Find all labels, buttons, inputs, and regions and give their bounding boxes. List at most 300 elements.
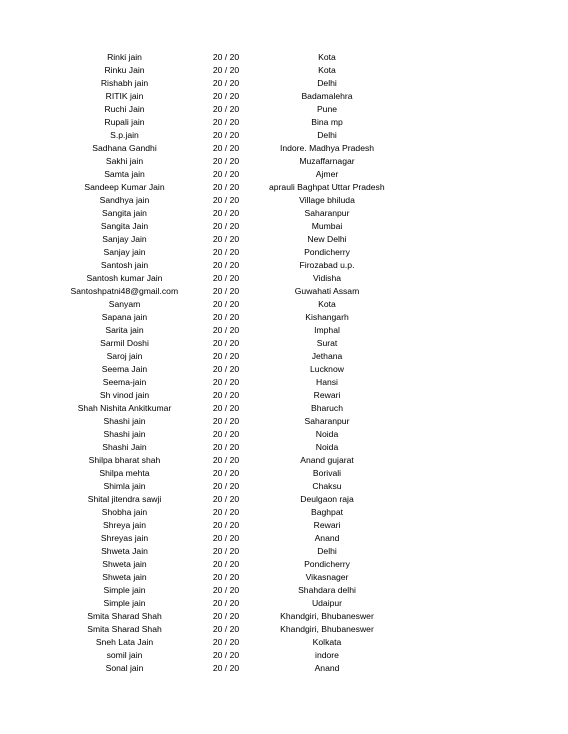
results-sheet xyxy=(0,51,568,675)
table-row xyxy=(0,571,568,584)
participant-name-cell-text: Shah Nishita Ankitkumar xyxy=(77,403,172,413)
city-cell xyxy=(275,389,379,402)
participant-name-cell xyxy=(74,90,175,103)
participant-name-cell xyxy=(74,467,175,480)
participant-name-cell xyxy=(74,610,175,623)
city-cell-text: Firozabad u.p. xyxy=(299,260,355,270)
table-row xyxy=(0,246,568,259)
score-cell xyxy=(196,116,256,129)
participant-name-cell-text: Ruchi Jain xyxy=(104,104,145,114)
participant-name-cell xyxy=(74,493,175,506)
table-row xyxy=(0,558,568,571)
score-cell-text: 20 / 20 xyxy=(212,78,240,88)
score-cell xyxy=(196,168,256,181)
participant-name-cell-text: Shobha jain xyxy=(101,507,148,517)
table-row xyxy=(0,649,568,662)
city-cell xyxy=(275,298,379,311)
table-row xyxy=(0,584,568,597)
table-row xyxy=(0,480,568,493)
score-cell xyxy=(196,506,256,519)
score-cell-text: 20 / 20 xyxy=(212,247,240,257)
participant-name-cell-text: Shashi jain xyxy=(103,416,146,426)
city-cell-text: Saharanpur xyxy=(304,416,350,426)
score-cell xyxy=(196,545,256,558)
participant-name-cell-text: Sadhana Gandhi xyxy=(92,143,157,153)
participant-name-cell-text: Seema-jain xyxy=(102,377,147,387)
table-row xyxy=(0,220,568,233)
participant-name-cell-text: Sandeep Kumar Jain xyxy=(84,182,165,192)
city-cell-text: Saharanpur xyxy=(304,208,350,218)
participant-name-cell xyxy=(74,363,175,376)
participant-name-cell-text: Shilpa mehta xyxy=(99,468,150,478)
participant-name-cell-text: Sandhya jain xyxy=(99,195,150,205)
participant-name-cell xyxy=(74,649,175,662)
table-row xyxy=(0,506,568,519)
participant-name-cell xyxy=(74,51,175,64)
participant-name-cell-text: Sanjay Jain xyxy=(102,234,147,244)
city-cell xyxy=(275,571,379,584)
table-row xyxy=(0,168,568,181)
score-cell xyxy=(196,584,256,597)
score-cell xyxy=(196,285,256,298)
participant-name-cell xyxy=(74,233,175,246)
score-cell-text: 20 / 20 xyxy=(212,468,240,478)
table-row xyxy=(0,428,568,441)
city-cell-text: Vikasnager xyxy=(305,572,349,582)
city-cell-text: Delhi xyxy=(317,546,337,556)
participant-name-cell-text: RITIK jain xyxy=(105,91,144,101)
city-cell xyxy=(275,597,379,610)
city-cell-text: Delhi xyxy=(317,130,337,140)
city-cell xyxy=(275,649,379,662)
city-cell-text: aprauli Baghpat Uttar Pradesh xyxy=(269,182,385,192)
score-cell-text: 20 / 20 xyxy=(212,572,240,582)
participant-name-cell-text: Saroj jain xyxy=(106,351,143,361)
participant-name-cell-text: Sangita jain xyxy=(102,208,147,218)
score-cell xyxy=(196,558,256,571)
city-cell-text: Kolkata xyxy=(312,637,342,647)
score-cell-text: 20 / 20 xyxy=(212,429,240,439)
participant-name-cell xyxy=(74,259,175,272)
table-row xyxy=(0,532,568,545)
score-cell-text: 20 / 20 xyxy=(212,585,240,595)
participant-name-cell xyxy=(74,350,175,363)
score-cell xyxy=(196,324,256,337)
score-cell-text: 20 / 20 xyxy=(212,663,240,673)
table-row xyxy=(0,194,568,207)
score-cell-text: 20 / 20 xyxy=(212,182,240,192)
score-cell xyxy=(196,220,256,233)
participant-name-cell-text: somil jain xyxy=(106,650,143,660)
city-cell xyxy=(275,519,379,532)
city-cell-text: New Delhi xyxy=(307,234,347,244)
table-row xyxy=(0,233,568,246)
participant-name-cell xyxy=(74,298,175,311)
score-cell-text: 20 / 20 xyxy=(212,364,240,374)
participant-name-cell xyxy=(74,532,175,545)
city-cell xyxy=(275,155,379,168)
table-row xyxy=(0,519,568,532)
participant-name-cell-text: Shweta Jain xyxy=(101,546,148,556)
score-cell xyxy=(196,441,256,454)
participant-name-cell-text: Shilpa bharat shah xyxy=(88,455,161,465)
table-row xyxy=(0,64,568,77)
participant-name-cell-text: Shital jitendra sawji xyxy=(87,494,162,504)
score-cell-text: 20 / 20 xyxy=(212,416,240,426)
city-cell-text: Hansi xyxy=(316,377,338,387)
participant-name-cell-text: Shimla jain xyxy=(103,481,146,491)
score-cell xyxy=(196,64,256,77)
participant-name-cell xyxy=(74,246,175,259)
score-cell-text: 20 / 20 xyxy=(212,286,240,296)
score-cell-text: 20 / 20 xyxy=(212,481,240,491)
city-cell-text: Bharuch xyxy=(310,403,343,413)
city-cell xyxy=(275,285,379,298)
city-cell-text: Muzaffarnagar xyxy=(299,156,355,166)
city-cell-text: Khandgiri, Bhubaneswer xyxy=(280,624,374,634)
participant-name-cell-text: S.p.jain xyxy=(110,130,139,140)
participant-name-cell-text: Simple jain xyxy=(103,585,146,595)
score-cell xyxy=(196,571,256,584)
city-cell xyxy=(275,467,379,480)
score-cell-text: 20 / 20 xyxy=(212,533,240,543)
participant-name-cell xyxy=(74,597,175,610)
table-row xyxy=(0,350,568,363)
city-cell-text: Village bhiluda xyxy=(299,195,355,205)
participant-name-cell xyxy=(74,272,175,285)
score-cell-text: 20 / 20 xyxy=(212,624,240,634)
score-cell xyxy=(196,493,256,506)
score-cell xyxy=(196,194,256,207)
score-cell xyxy=(196,649,256,662)
city-cell xyxy=(275,168,379,181)
participant-name-cell-text: Shreya jain xyxy=(103,520,146,530)
score-cell xyxy=(196,597,256,610)
city-cell-text: Rewari xyxy=(313,520,341,530)
score-cell-text: 20 / 20 xyxy=(212,637,240,647)
table-row xyxy=(0,363,568,376)
score-cell xyxy=(196,350,256,363)
score-cell-text: 20 / 20 xyxy=(212,143,240,153)
score-cell xyxy=(196,532,256,545)
participant-name-cell xyxy=(74,558,175,571)
score-cell xyxy=(196,181,256,194)
city-cell xyxy=(275,454,379,467)
score-cell-text: 20 / 20 xyxy=(212,351,240,361)
score-cell-text: 20 / 20 xyxy=(212,338,240,348)
table-row xyxy=(0,324,568,337)
city-cell-text: Shahdara delhi xyxy=(298,585,356,595)
score-cell-text: 20 / 20 xyxy=(212,234,240,244)
city-cell xyxy=(275,441,379,454)
table-row xyxy=(0,441,568,454)
city-cell xyxy=(275,337,379,350)
city-cell xyxy=(275,64,379,77)
city-cell xyxy=(275,220,379,233)
participant-name-cell xyxy=(74,103,175,116)
table-row xyxy=(0,337,568,350)
participant-name-cell xyxy=(74,454,175,467)
city-cell-text: Surat xyxy=(316,338,338,348)
city-cell-text: Borivali xyxy=(312,468,342,478)
score-cell-text: 20 / 20 xyxy=(212,390,240,400)
table-row xyxy=(0,545,568,558)
city-cell-text: Kishangarh xyxy=(305,312,349,322)
participant-name-cell-text: Sh vinod jain xyxy=(99,390,150,400)
city-cell xyxy=(275,51,379,64)
city-cell-text: Noida xyxy=(315,442,339,452)
city-cell-text: Chaksu xyxy=(312,481,342,491)
city-cell xyxy=(275,194,379,207)
participant-name-cell-text: Smita Sharad Shah xyxy=(87,624,162,634)
score-cell-text: 20 / 20 xyxy=(212,442,240,452)
participant-name-cell-text: Smita Sharad Shah xyxy=(87,611,162,621)
table-row xyxy=(0,285,568,298)
city-cell-text: Anand xyxy=(314,663,340,673)
score-cell-text: 20 / 20 xyxy=(212,156,240,166)
score-cell-text: 20 / 20 xyxy=(212,117,240,127)
score-cell xyxy=(196,363,256,376)
participant-name-cell xyxy=(74,415,175,428)
table-row xyxy=(0,207,568,220)
table-row xyxy=(0,142,568,155)
table-row xyxy=(0,454,568,467)
participant-name-cell-text: Santoshpatni48@gmail.com xyxy=(70,286,179,296)
city-cell-text: Vidisha xyxy=(312,273,342,283)
score-cell xyxy=(196,454,256,467)
city-cell xyxy=(275,103,379,116)
participant-name-cell-text: Sanyam xyxy=(108,299,141,309)
score-cell xyxy=(196,636,256,649)
participant-name-cell-text: Sanjay jain xyxy=(103,247,146,257)
city-cell xyxy=(275,376,379,389)
participant-name-cell xyxy=(70,285,179,298)
participant-name-cell xyxy=(74,545,175,558)
city-cell-text: Ajmer xyxy=(315,169,339,179)
participant-name-cell-text: Sarmil Doshi xyxy=(100,338,149,348)
score-cell-text: 20 / 20 xyxy=(212,650,240,660)
score-cell xyxy=(196,389,256,402)
city-cell-text: Deulgaon raja xyxy=(300,494,354,504)
city-cell-text: Pondicherry xyxy=(304,559,350,569)
participant-name-cell xyxy=(74,584,175,597)
city-cell xyxy=(275,259,379,272)
city-cell xyxy=(275,77,379,90)
city-cell-text: Khandgiri, Bhubaneswer xyxy=(280,611,374,621)
participant-name-cell xyxy=(74,207,175,220)
participant-name-cell-text: Sapana jain xyxy=(101,312,148,322)
city-cell xyxy=(275,623,379,636)
city-cell xyxy=(275,233,379,246)
score-cell xyxy=(196,662,256,675)
participant-name-cell xyxy=(74,441,175,454)
city-cell-text: indore xyxy=(315,650,339,660)
city-cell xyxy=(275,142,379,155)
score-cell xyxy=(196,467,256,480)
city-cell-text: Baghpat xyxy=(310,507,344,517)
city-cell xyxy=(275,636,379,649)
table-row xyxy=(0,51,568,64)
score-cell xyxy=(196,415,256,428)
table-row xyxy=(0,90,568,103)
participant-name-cell xyxy=(74,506,175,519)
score-cell-text: 20 / 20 xyxy=(212,260,240,270)
participant-name-cell-text: Sonal jain xyxy=(105,663,144,673)
city-cell-text: Pune xyxy=(316,104,338,114)
table-row xyxy=(0,623,568,636)
participant-name-cell-text: Shreyas jain xyxy=(100,533,149,543)
participant-name-cell-text: Rinki jain xyxy=(107,52,142,62)
table-row xyxy=(0,77,568,90)
city-cell-text: Delhi xyxy=(317,78,337,88)
city-cell xyxy=(275,90,379,103)
city-cell-text: Anand gujarat xyxy=(300,455,354,465)
score-cell-text: 20 / 20 xyxy=(212,65,240,75)
table-row xyxy=(0,103,568,116)
score-cell xyxy=(196,337,256,350)
participant-name-cell xyxy=(74,636,175,649)
score-cell-text: 20 / 20 xyxy=(212,377,240,387)
score-cell-text: 20 / 20 xyxy=(212,195,240,205)
table-row xyxy=(0,402,568,415)
score-cell-text: 20 / 20 xyxy=(212,208,240,218)
city-cell-text: Bina mp xyxy=(311,117,343,127)
score-cell xyxy=(196,233,256,246)
score-cell-text: 20 / 20 xyxy=(212,52,240,62)
table-row xyxy=(0,311,568,324)
participant-name-cell-text: Simple jain xyxy=(103,598,146,608)
score-cell xyxy=(196,207,256,220)
participant-name-cell xyxy=(74,324,175,337)
city-cell-text: Imphal xyxy=(314,325,340,335)
city-cell xyxy=(275,662,379,675)
participant-name-cell xyxy=(74,116,175,129)
score-cell-text: 20 / 20 xyxy=(212,325,240,335)
score-cell xyxy=(196,142,256,155)
city-cell xyxy=(275,402,379,415)
table-row xyxy=(0,181,568,194)
city-cell-text: Kota xyxy=(318,65,336,75)
table-row xyxy=(0,636,568,649)
score-cell-text: 20 / 20 xyxy=(212,299,240,309)
table-row xyxy=(0,493,568,506)
table-row xyxy=(0,662,568,675)
city-cell xyxy=(275,311,379,324)
score-cell-text: 20 / 20 xyxy=(212,507,240,517)
city-cell-text: Jethana xyxy=(311,351,343,361)
participant-name-cell xyxy=(74,220,175,233)
city-cell xyxy=(275,272,379,285)
participant-name-cell-text: Santosh kumar Jain xyxy=(86,273,163,283)
city-cell-text: Noida xyxy=(315,429,339,439)
participant-name-cell xyxy=(74,181,175,194)
score-cell xyxy=(196,428,256,441)
city-cell xyxy=(275,246,379,259)
participant-name-cell xyxy=(74,77,175,90)
table-row xyxy=(0,415,568,428)
city-cell xyxy=(275,363,379,376)
table-row xyxy=(0,298,568,311)
score-cell xyxy=(196,480,256,493)
participant-name-cell xyxy=(74,64,175,77)
score-cell xyxy=(196,272,256,285)
table-row xyxy=(0,467,568,480)
city-cell xyxy=(275,506,379,519)
participant-name-cell xyxy=(74,155,175,168)
participant-name-cell xyxy=(74,129,175,142)
table-row xyxy=(0,376,568,389)
score-cell xyxy=(196,90,256,103)
city-cell xyxy=(275,350,379,363)
city-cell-text: Mumbai xyxy=(311,221,343,231)
city-cell xyxy=(275,545,379,558)
participant-name-cell xyxy=(74,194,175,207)
table-row xyxy=(0,272,568,285)
city-cell xyxy=(275,116,379,129)
score-cell-text: 20 / 20 xyxy=(212,598,240,608)
score-cell-text: 20 / 20 xyxy=(212,221,240,231)
participant-name-cell-text: Rishabh jain xyxy=(100,78,149,88)
score-cell xyxy=(196,103,256,116)
city-cell xyxy=(275,610,379,623)
participant-name-cell xyxy=(74,519,175,532)
score-cell xyxy=(196,129,256,142)
participant-name-cell-text: Shweta jain xyxy=(102,572,147,582)
score-cell-text: 20 / 20 xyxy=(212,130,240,140)
score-cell-text: 20 / 20 xyxy=(212,403,240,413)
city-cell-text: Lucknow xyxy=(310,364,344,374)
score-cell xyxy=(196,519,256,532)
table-row xyxy=(0,116,568,129)
participant-name-cell xyxy=(74,662,175,675)
score-cell-text: 20 / 20 xyxy=(212,273,240,283)
city-cell xyxy=(269,181,385,194)
score-cell xyxy=(196,155,256,168)
score-cell-text: 20 / 20 xyxy=(212,312,240,322)
participant-name-cell-text: Sarita jain xyxy=(105,325,144,335)
city-cell xyxy=(275,129,379,142)
participant-name-cell-text: Seema Jain xyxy=(101,364,148,374)
score-cell xyxy=(196,246,256,259)
table-row xyxy=(0,389,568,402)
score-cell xyxy=(196,376,256,389)
score-cell-text: 20 / 20 xyxy=(212,455,240,465)
score-cell-text: 20 / 20 xyxy=(212,559,240,569)
participant-name-cell xyxy=(74,571,175,584)
city-cell-text: Guwahati Assam xyxy=(294,286,360,296)
city-cell-text: Udaipur xyxy=(311,598,343,608)
city-cell xyxy=(275,324,379,337)
score-cell-text: 20 / 20 xyxy=(212,494,240,504)
score-cell xyxy=(196,51,256,64)
participant-name-cell xyxy=(74,623,175,636)
participant-name-cell-text: Shweta jain xyxy=(102,559,147,569)
participant-name-cell-text: Rinku Jain xyxy=(104,65,145,75)
participant-name-cell xyxy=(74,142,175,155)
participant-name-cell-text: Santosh jain xyxy=(100,260,149,270)
city-cell xyxy=(275,493,379,506)
city-cell-text: Rewari xyxy=(313,390,341,400)
participant-name-cell xyxy=(74,402,175,415)
participant-name-cell-text: Shashi Jain xyxy=(102,442,147,452)
table-row xyxy=(0,155,568,168)
score-cell xyxy=(196,311,256,324)
table-row xyxy=(0,129,568,142)
participant-name-cell-text: Samta jain xyxy=(104,169,145,179)
city-cell-text: Anand xyxy=(314,533,340,543)
participant-name-cell-text: Sakhi jain xyxy=(105,156,144,166)
city-cell xyxy=(275,480,379,493)
